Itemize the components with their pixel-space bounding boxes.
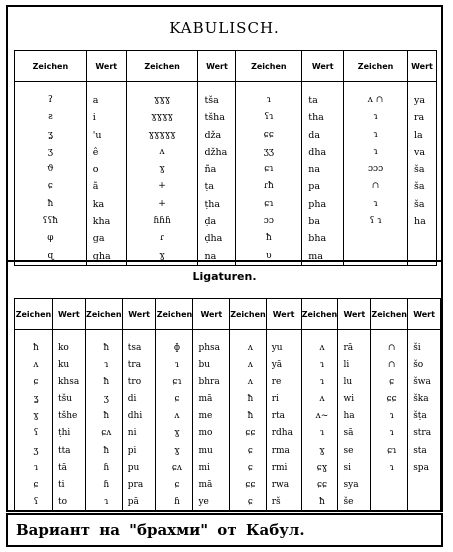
table-cell-entry: ye	[198, 496, 209, 507]
value-column	[122, 330, 156, 512]
table-cell-entry: pā	[127, 496, 139, 507]
table-cell-entry: tta	[57, 445, 71, 456]
table-cell-entry: ɕʌ	[171, 462, 183, 473]
table-cell-entry: ħ	[247, 411, 254, 422]
table-cell-entry: ã	[92, 181, 99, 193]
table-cell-entry: ħ	[47, 198, 54, 209]
table-cell-entry: va	[413, 146, 425, 158]
table-cell-entry: ɿ	[104, 360, 109, 371]
table-cell-entry: ɿ	[266, 95, 271, 105]
table-cell-entry: ti	[57, 479, 65, 490]
table-cell-entry: ha	[343, 411, 355, 422]
table-cell-entry: ʒ	[47, 146, 53, 157]
table-cell-entry: ga	[92, 233, 105, 245]
table-cell-entry: ʌ~	[315, 411, 329, 422]
table-cell-entry: ∩	[387, 360, 396, 371]
table-cell-entry: ʌ	[159, 146, 165, 157]
table-cell-entry: se	[343, 445, 354, 456]
table-cell-entry: ɿ	[373, 146, 378, 157]
table-cell-entry: rmi	[271, 462, 288, 473]
alphabet-body-row	[15, 82, 437, 266]
caption-box	[6, 513, 443, 547]
table-cell-entry: ϑ	[47, 164, 54, 175]
table-cell-entry: ħ	[103, 377, 110, 388]
table-cell-entry: ∩	[371, 181, 380, 192]
header-cell: Wert	[302, 51, 344, 82]
table-cell-entry: ʔ	[47, 95, 53, 105]
table-cell-entry: ɕɕ	[245, 428, 256, 439]
table-cell-entry: džha	[204, 146, 228, 158]
table-cell-entry: rwa	[271, 479, 290, 490]
glyph-column	[85, 330, 122, 512]
table-cell-entry: ɣɣɣɣ	[151, 112, 173, 123]
table-cell-entry: mi	[198, 462, 210, 473]
table-cell-entry: ra	[413, 112, 425, 124]
table-cell-entry: ṇa	[204, 250, 217, 262]
table-cell-entry: ɦ	[174, 496, 180, 507]
table-cell-entry: pra	[127, 479, 144, 490]
value-column	[338, 330, 371, 512]
table-cell-entry: kha	[92, 216, 111, 228]
table-cell-entry: ka	[92, 198, 105, 210]
table-cell-entry: o	[92, 164, 99, 176]
ligatures-table	[14, 298, 441, 512]
table-cell-entry: ʕʕħ	[42, 216, 59, 227]
table-cell-entry: pi	[127, 445, 137, 456]
table-cell-entry: ɦ	[103, 479, 110, 490]
table-cell-entry: dha	[308, 146, 327, 158]
table-cell-entry: ɕ	[33, 377, 39, 388]
table-cell-entry: ɋ	[47, 250, 54, 261]
table-cell-entry: ɣ	[174, 445, 180, 456]
table-cell-entry: ɕɕ	[245, 479, 256, 490]
header-cell: Wert	[198, 51, 236, 82]
table-cell-entry: ɿ	[373, 198, 378, 209]
table-cell-entry: ƨ	[48, 112, 53, 123]
table-cell-entry: tša	[204, 95, 219, 106]
header-cell: Zeichen	[301, 299, 338, 330]
table-cell-entry: ɿ	[319, 377, 325, 388]
ligatures-body-row	[15, 330, 441, 512]
glyph-column	[236, 82, 302, 266]
table-cell-entry: ɿ	[104, 496, 109, 507]
glyph-column	[126, 82, 198, 266]
table-cell-entry: ʌ	[247, 377, 253, 388]
header-cell: Zeichen	[15, 299, 53, 330]
header-cell: Wert	[338, 299, 371, 330]
table-cell-entry: ɕɿ	[387, 445, 397, 456]
table-cell-entry: me	[198, 411, 213, 422]
table-cell-entry: ɿ	[373, 112, 378, 123]
table-cell-entry: ê	[92, 146, 99, 158]
table-cell-entry: stra	[413, 428, 432, 439]
table-cell-entry: tšhe	[57, 411, 78, 422]
table-cell-entry: ɦɦɦ	[153, 216, 171, 227]
table-cell-entry: ħ	[33, 343, 39, 353]
table-cell-entry: tro	[127, 377, 142, 388]
value-column	[408, 330, 441, 512]
section-divider	[8, 260, 441, 262]
table-cell-entry: tā	[57, 462, 67, 473]
table-cell-entry: yu	[271, 343, 283, 353]
table-cell-entry: ɾħ	[263, 181, 274, 192]
table-cell-entry: φ	[47, 233, 54, 244]
table-cell-entry: ɕ	[247, 445, 253, 456]
table-cell-entry: ma	[308, 250, 323, 262]
table-cell-entry: wi	[343, 394, 355, 405]
table-cell-entry: ɕ	[247, 496, 253, 507]
table-cell-entry: ɦ	[103, 462, 110, 473]
table-cell-entry: ɣ	[159, 164, 165, 175]
table-cell-entry: ña	[204, 164, 217, 176]
table-cell-entry: rā	[343, 343, 354, 353]
table-cell-entry: ʒ	[103, 394, 109, 405]
table-cell-entry: mā	[198, 479, 213, 490]
table-cell-entry: li	[343, 360, 350, 371]
table-cell-entry: a	[92, 95, 99, 106]
table-cell-entry: ɿ	[373, 129, 378, 140]
table-cell-entry: khsa	[57, 377, 80, 388]
table-cell-entry: ɕɕ	[316, 479, 328, 490]
caption: Вариант на "брахми" от Кабул.	[16, 521, 305, 539]
table-cell-entry: ɣ	[319, 445, 325, 456]
table-cell-entry: ri	[271, 394, 279, 405]
table-cell-entry: ʓ	[47, 129, 53, 140]
header-cell: Zeichen	[236, 51, 302, 82]
table-cell-entry: ṭa	[204, 181, 214, 193]
glyph-column	[230, 330, 267, 512]
table-cell-entry: re	[271, 377, 282, 388]
table-cell-entry: na	[308, 164, 321, 176]
table-cell-entry: dža	[204, 129, 222, 141]
table-cell-entry: ʌ	[247, 360, 253, 371]
table-cell-entry: lu	[343, 377, 353, 388]
table-cell-entry: ʕɿ	[264, 112, 274, 123]
table-cell-entry: ha	[413, 216, 426, 228]
ligatures-title: Ligaturen.	[192, 270, 257, 283]
glyph-column	[344, 82, 408, 266]
table-cell-entry: ɕ	[174, 479, 180, 490]
glyph-column	[371, 330, 408, 512]
table-cell-entry: tha	[308, 112, 324, 124]
table-cell-entry: spa	[413, 462, 429, 473]
table-cell-entry: ɕ	[174, 394, 180, 405]
table-cell-entry: ɣɣɣ	[153, 95, 171, 105]
table-cell-entry: ku	[57, 360, 70, 371]
value-column	[198, 82, 236, 266]
table-cell-entry: yā	[271, 360, 283, 371]
table-cell-entry: šwa	[413, 377, 431, 388]
table-cell-entry: sta	[413, 445, 427, 456]
table-cell-entry: ħ	[265, 233, 272, 244]
table-cell-entry: bu	[198, 360, 211, 371]
table-cell-entry: ɾ	[160, 233, 165, 244]
table-cell-entry: ṭhi	[57, 428, 71, 439]
table-cell-entry: ʕ ɿ	[369, 216, 382, 227]
value-column	[193, 330, 230, 512]
table-cell-entry: ɕɿ	[264, 164, 274, 175]
table-cell-entry: ša	[413, 164, 425, 176]
header-cell: Zeichen	[344, 51, 408, 82]
table-cell-entry: ši	[413, 343, 421, 353]
glyph-column	[15, 82, 87, 266]
table-cell-entry: ɔɔ	[263, 216, 274, 227]
table-cell-entry: ɕɕ	[263, 129, 274, 140]
table-cell-entry: +	[158, 181, 166, 192]
table-cell-entry: sā	[343, 428, 354, 439]
header-cell: Wert	[52, 299, 85, 330]
table-cell-entry: ɕɿ	[264, 198, 274, 209]
table-cell-entry: tra	[127, 360, 142, 371]
value-column	[86, 82, 126, 266]
table-cell-entry: ʒʒ	[263, 146, 274, 157]
table-cell-entry: υ	[266, 250, 272, 261]
table-cell-entry: rma	[271, 445, 290, 456]
page-title: KABULISCH.	[169, 19, 280, 37]
table-cell-entry: ɔɔɔ	[367, 164, 384, 175]
value-column	[52, 330, 85, 512]
table-cell-entry: ʕ	[33, 496, 39, 507]
glyph-column	[301, 330, 338, 512]
table-cell-entry: ba	[308, 216, 320, 228]
table-cell-entry: ʌ ∩	[367, 95, 384, 105]
header-cell: Zeichen	[371, 299, 408, 330]
glyph-column	[15, 330, 53, 512]
table-cell-entry: gha	[92, 250, 111, 262]
table-cell-entry: rdha	[271, 428, 293, 439]
table-frame	[6, 5, 443, 512]
table-cell-entry: ħ	[103, 343, 110, 353]
table-cell-entry: ɿ	[319, 360, 325, 371]
table-cell-entry: ħ	[103, 445, 110, 456]
table-cell-entry: ɿ	[389, 462, 394, 473]
table-cell-entry: mu	[198, 445, 213, 456]
table-cell-entry: da	[308, 129, 320, 141]
table-cell-entry: ɕ	[389, 377, 395, 388]
table-cell-entry: rš	[271, 496, 281, 507]
table-cell-entry: rta	[271, 411, 286, 422]
table-cell-entry: ɕ	[47, 181, 53, 192]
table-cell-entry: ɕɕ	[386, 394, 397, 405]
table-cell-entry: ta	[308, 95, 318, 106]
table-cell-entry: ʌ	[319, 343, 325, 353]
table-cell-entry: tšu	[57, 394, 72, 405]
table-cell-entry: ḍa	[204, 216, 217, 228]
value-column	[266, 330, 301, 512]
table-cell-entry: ṭha	[204, 198, 221, 210]
table-cell-entry: ɿ	[389, 411, 394, 422]
table-cell-entry: sya	[343, 479, 359, 490]
header-cell: Zeichen	[156, 299, 193, 330]
table-cell-entry: ša	[413, 181, 425, 193]
table-cell-entry: bha	[308, 233, 327, 245]
header-cell: Wert	[266, 299, 301, 330]
header-cell: Wert	[193, 299, 230, 330]
table-cell-entry: phsa	[198, 343, 220, 353]
table-cell-entry: ɿ	[389, 428, 394, 439]
header-cell: Zeichen	[230, 299, 267, 330]
table-cell-entry: bhra	[198, 377, 220, 388]
table-cell-entry: mā	[198, 394, 213, 405]
table-cell-entry: ška	[413, 394, 429, 405]
table-cell-entry: si	[343, 462, 351, 473]
table-cell-entry: dhi	[127, 411, 143, 422]
table-cell-entry: ɸ	[173, 343, 181, 353]
header-cell: Wert	[408, 299, 441, 330]
table-cell-entry: ɣ	[174, 428, 180, 439]
table-cell-entry: pha	[308, 198, 327, 210]
table-cell-entry: ɕ	[247, 462, 253, 473]
table-cell-entry: ʌ	[319, 394, 325, 405]
table-cell-entry: ḍha	[204, 233, 223, 245]
table-cell-entry: ɕɿ	[172, 377, 182, 388]
table-cell-entry: tsa	[127, 343, 142, 353]
table-cell-entry: ɣ	[33, 411, 39, 422]
table-cell-entry: mo	[198, 428, 213, 439]
table-cell-entry: ni	[127, 428, 137, 439]
table-cell-entry: to	[57, 496, 67, 507]
table-cell-entry: ɿ	[174, 360, 179, 371]
header-cell: Zeichen	[15, 51, 87, 82]
alphabet-header-row	[15, 51, 437, 82]
table-cell-entry: ɣɣɣɣɣ	[148, 129, 176, 140]
table-cell-entry: ʌ	[174, 411, 180, 422]
table-cell-entry: +	[158, 198, 166, 209]
table-cell-entry: ʌ	[247, 343, 253, 353]
table-cell-entry: ʓ	[33, 394, 39, 405]
table-cell-entry: pu	[127, 462, 140, 473]
alphabet-table	[14, 50, 437, 266]
header-cell: Wert	[407, 51, 436, 82]
table-cell-entry: ʒ	[33, 445, 39, 456]
table-cell-entry: ħ	[103, 411, 110, 422]
table-cell-entry: šṭa	[413, 411, 427, 422]
header-cell: Wert	[86, 51, 126, 82]
header-cell: Zeichen	[85, 299, 122, 330]
ligatures-header-row	[15, 299, 441, 330]
table-cell-entry: ħ	[247, 394, 254, 405]
glyph-column	[156, 330, 193, 512]
table-cell-entry: 'u	[92, 129, 102, 141]
table-cell-entry: di	[127, 394, 137, 405]
table-cell-entry: ʌ	[33, 360, 39, 371]
table-cell-entry: i	[92, 112, 96, 124]
table-cell-entry: la	[413, 129, 423, 141]
table-cell-entry: šo	[413, 360, 424, 371]
table-cell-entry: ∩	[387, 343, 396, 353]
header-cell: Wert	[122, 299, 156, 330]
table-cell-entry: pa	[308, 181, 320, 193]
table-cell-entry: ša	[413, 198, 425, 210]
table-cell-entry: ħ	[319, 496, 325, 507]
table-cell-entry: ko	[57, 343, 69, 353]
header-cell: Zeichen	[126, 51, 198, 82]
table-cell-entry: ɣ	[159, 250, 165, 261]
table-cell-entry: ya	[413, 95, 425, 106]
table-cell-entry: ɕʌ	[101, 428, 112, 439]
table-cell-entry: ʕ	[33, 428, 39, 439]
value-column	[407, 82, 436, 266]
table-cell-entry: še	[343, 496, 354, 507]
table-cell-entry: ɿ	[319, 428, 325, 439]
table-cell-entry: ɿ	[33, 462, 39, 473]
value-column	[302, 82, 344, 266]
table-cell-entry: ɕɣ	[316, 462, 328, 473]
table-cell-entry: tšha	[204, 112, 225, 124]
table-cell-entry: ɕ	[33, 479, 39, 490]
